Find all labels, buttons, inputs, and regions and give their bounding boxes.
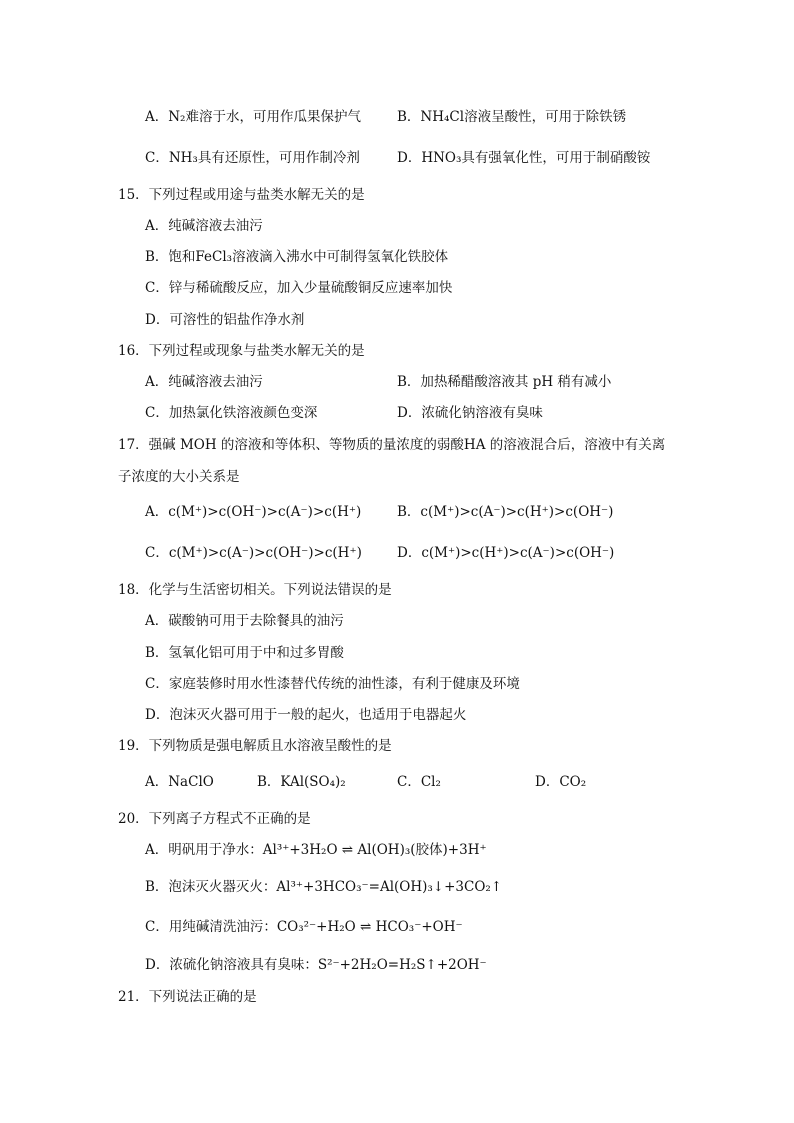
q14-option-d: D．HNO₃具有强氧化性，可用于制硝酸铵 <box>397 150 651 166</box>
q17-stem-line-2: 子浓度的大小关系是 <box>118 469 240 485</box>
q17-option-c: C．c(M⁺)>c(A⁻)>c(OH⁻)>c(H⁺) <box>145 545 362 561</box>
q15-option-a: A．纯碱溶液去油污 <box>145 218 263 234</box>
q19-option-b: B．KAl(SO₄)₂ <box>257 774 346 790</box>
q17-stem-line-1: 17．强碱 MOH 的溶液和等体积、等物质的量浓度的弱酸HA 的溶液混合后，溶液中有关离 <box>118 437 666 453</box>
q18-option-b: B．氢氧化铝可用于中和过多胃酸 <box>145 645 344 661</box>
q19-stem: 19．下列物质是强电解质且水溶液呈酸性的是 <box>118 738 392 754</box>
q16-stem: 16．下列过程或现象与盐类水解无关的是 <box>118 343 365 359</box>
q17-option-a: A．c(M⁺)>c(OH⁻)>c(A⁻)>c(H⁺) <box>145 504 362 520</box>
q20-option-d: D．浓硫化钠溶液具有臭味：S²⁻+2H₂O=H₂S↑+2OH⁻ <box>145 957 487 973</box>
q14-option-b: B．NH₄Cl溶液呈酸性，可用于除铁锈 <box>397 109 627 125</box>
q19-option-c: C．Cl₂ <box>397 774 441 790</box>
q20-option-c: C．用纯碱清洗油污：CO₃²⁻+H₂O ⇌ HCO₃⁻+OH⁻ <box>145 919 463 935</box>
q18-stem: 18．化学与生活密切相关。下列说法错误的是 <box>118 582 392 598</box>
q15-stem: 15．下列过程或用途与盐类水解无关的是 <box>118 187 365 203</box>
q19-option-a: A．NaClO <box>145 774 214 790</box>
q18-option-c: C．家庭装修时用水性漆替代传统的油性漆，有利于健康及环境 <box>145 676 520 692</box>
q20-stem: 20．下列离子方程式不正确的是 <box>118 811 311 827</box>
q14-option-a: A．N₂难溶于水，可用作瓜果保护气 <box>145 109 361 125</box>
q16-option-d: D．浓硫化钠溶液有臭味 <box>397 405 543 421</box>
q20-option-a: A．明矾用于净水：Al³⁺+3H₂O ⇌ Al(OH)₃(胶体)+3H⁺ <box>145 842 487 858</box>
q14-option-c: C．NH₃具有还原性，可用作制冷剂 <box>145 150 360 166</box>
q20-option-b: B．泡沫灭火器灭火：Al³⁺+3HCO₃⁻=Al(OH)₃↓+3CO₂↑ <box>145 879 503 895</box>
q16-option-a: A．纯碱溶液去油污 <box>145 374 263 390</box>
q16-option-b: B．加热稀醋酸溶液其 pH 稍有减小 <box>397 374 612 390</box>
q21-stem: 21．下列说法正确的是 <box>118 989 257 1005</box>
q19-option-d: D．CO₂ <box>535 774 587 790</box>
q15-option-c: C．锌与稀硫酸反应，加入少量硫酸铜反应速率加快 <box>145 280 453 296</box>
q18-option-d: D．泡沫灭火器可用于一般的起火，也适用于电器起火 <box>145 707 467 723</box>
q17-option-b: B．c(M⁺)>c(A⁻)>c(H⁺)>c(OH⁻) <box>397 504 614 520</box>
q15-option-d: D．可溶性的铝盐作净水剂 <box>145 312 305 328</box>
q16-option-c: C．加热氯化铁溶液颜色变深 <box>145 405 318 421</box>
q15-option-b: B．饱和FeCl₃溶液滴入沸水中可制得氢氧化铁胶体 <box>145 249 449 265</box>
q18-option-a: A．碳酸钠可用于去除餐具的油污 <box>145 613 344 629</box>
q17-option-d: D．c(M⁺)>c(H⁺)>c(A⁻)>c(OH⁻) <box>397 545 615 561</box>
